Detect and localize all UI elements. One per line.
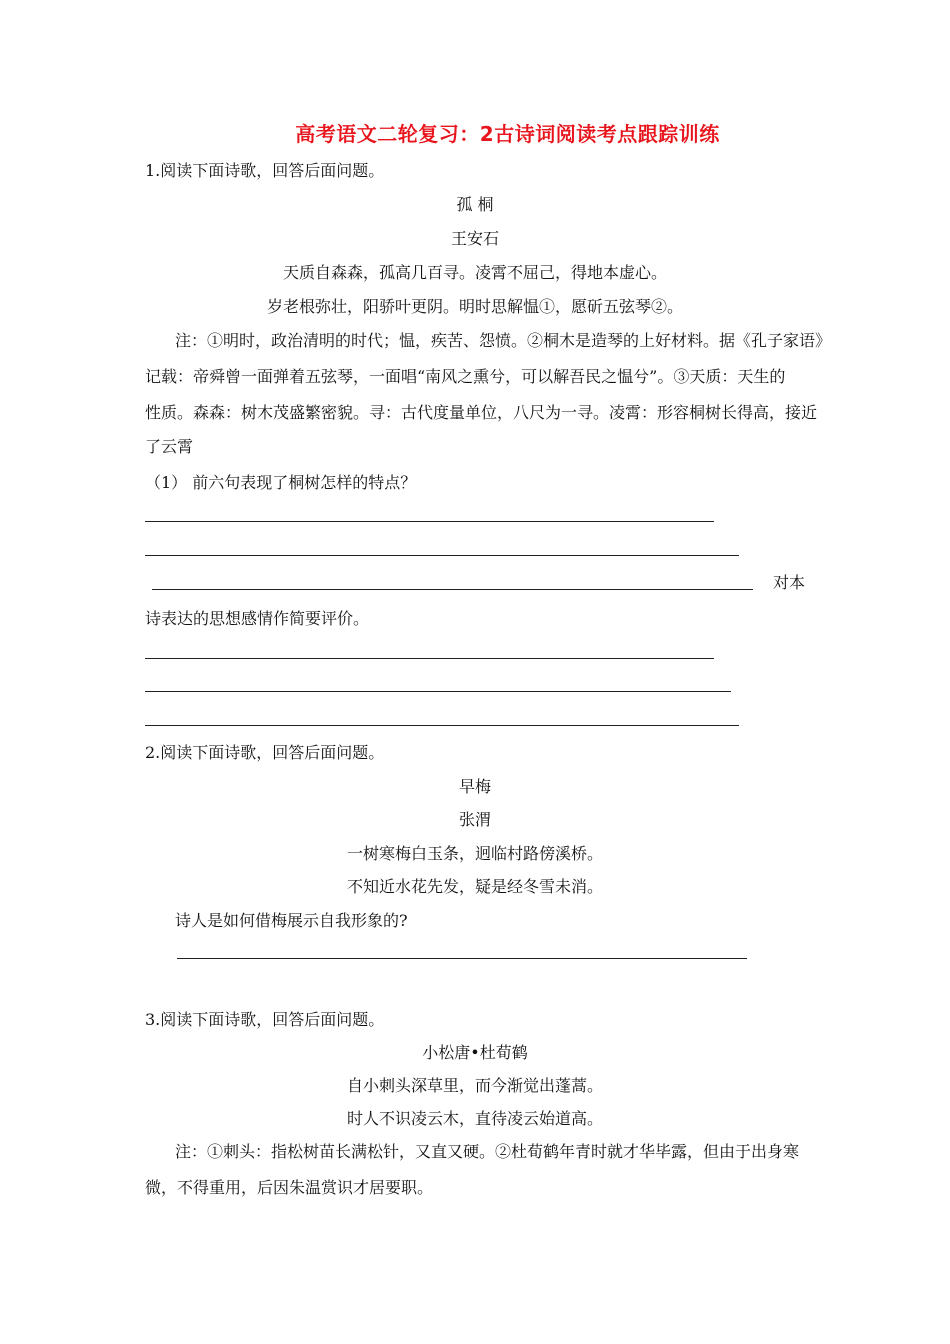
q1-note-line: 注：①明时，政治清明的时代；愠，疾苦、怨愤。②桐木是造琴的上好材料。据《孔子家语》 <box>175 331 832 350</box>
q1-poem-line: 岁老根弥壮，阳骄叶更阴。明时思解愠①，愿斫五弦琴②。 <box>266 297 683 316</box>
q2-poem-line: 一树寒梅白玉条，迥临村路傍溪桥。 <box>346 844 603 863</box>
q1-subquestion-2-tail: 诗表达的思想感情作简要评价。 <box>145 609 370 628</box>
q2-poem-line: 不知近水花先发，疑是经冬雪未消。 <box>346 877 603 896</box>
q2-instruction: 2.阅读下面诗歌，回答后面问题。 <box>145 743 385 762</box>
answer-line[interactable] <box>145 555 739 556</box>
q3-poem-title: 小松唐•杜荀鹤 <box>422 1043 528 1062</box>
q3-note-line: 微，不得重用，后因朱温赏识才居要职。 <box>145 1178 434 1197</box>
q2-author: 张渭 <box>458 810 491 829</box>
q3-poem-line: 自小刺头深草里，而今渐觉出蓬蒿。 <box>346 1076 603 1095</box>
q1-instruction: 1.阅读下面诗歌，回答后面问题。 <box>145 161 385 180</box>
answer-line[interactable] <box>145 691 731 692</box>
answer-line[interactable] <box>152 589 753 590</box>
q1-author: 王安石 <box>450 229 499 248</box>
q1-note-line: 性质。森森：树木茂盛繁密貌。寻：古代度量单位，八尺为一寻。凌霄：形容桐树长得高，接近 <box>145 403 818 422</box>
q2-poem-title: 早梅 <box>458 777 491 796</box>
q1-poem-title: 孤 桐 <box>456 195 494 214</box>
page-title: 高考语文二轮复习：2古诗词阅读考点跟踪训练 <box>295 122 720 146</box>
answer-line[interactable] <box>145 658 714 659</box>
q3-note-line: 注：①刺头：指松树苗长满松针，又直又硬。②杜荀鹤年青时就才华毕露，但由于出身寒 <box>175 1142 800 1161</box>
q1-poem-line: 天质自森森，孤高几百寻。凌霄不屈己，得地本虚心。 <box>282 263 667 282</box>
answer-line[interactable] <box>177 958 747 959</box>
q1-note-line: 记载：帝舜曾一面弹着五弦琴，一面唱“南风之熏兮，可以解吾民之愠兮”。③天质：天生的 <box>145 367 786 386</box>
answer-line[interactable] <box>145 521 714 522</box>
answer-line[interactable] <box>145 725 739 726</box>
q3-instruction: 3.阅读下面诗歌，回答后面问题。 <box>145 1010 385 1029</box>
q2-question: 诗人是如何借梅展示自我形象的? <box>175 911 408 930</box>
q1-note-line: 了云霄 <box>145 437 194 456</box>
q3-poem-line: 时人不识凌云木，直待凌云始道高。 <box>346 1109 603 1128</box>
q1-subquestion-2-head: 对本 <box>773 573 806 592</box>
q1-subquestion-1: （1） 前六句表现了桐树怎样的特点？ <box>145 473 417 492</box>
